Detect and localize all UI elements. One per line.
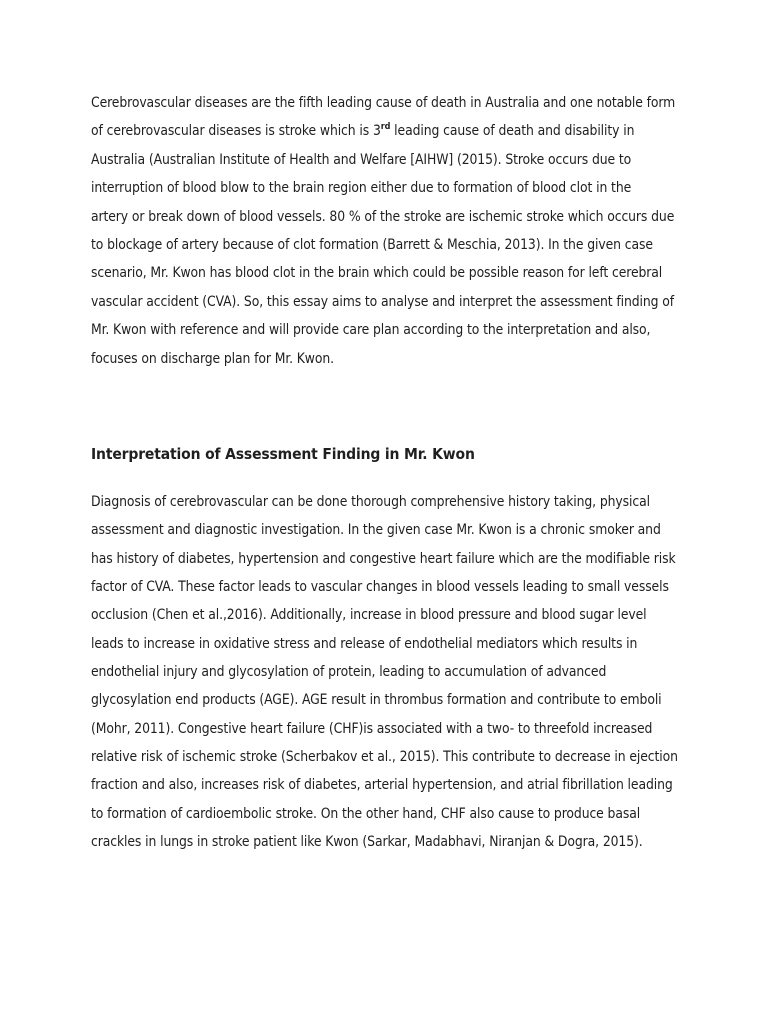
text-line: (Mohr, 2011). Congestive heart failure (CHF)is associated with a two- to threefold increased <box>91 720 653 737</box>
text-line: fraction and also, increases risk of diabetes, arterial hypertension, and atrial fibrillation leading <box>91 777 673 794</box>
text-line: to formation of cardioembolic stroke. On the other hand, CHF also cause to produce basal <box>91 805 641 822</box>
text-line: relative risk of ischemic stroke (Scherbakov et al., 2015). This contribute to decrease in ejection <box>91 749 678 766</box>
text-line: to blockage of artery because of clot formation (Barrett & Meschia, 2013). In the given case <box>91 236 653 253</box>
text-line: endothelial injury and glycosylation of protein, leading to accumulation of advanced <box>91 664 607 681</box>
text-line: vascular accident (CVA). So, this essay aims to analyse and interpret the assessment finding of <box>91 293 675 310</box>
body-paragraph <box>91 488 691 856</box>
intro-paragraph <box>91 89 691 373</box>
section-heading: Interpretation of Assessment Finding in Mr. Kwon <box>91 445 475 463</box>
text-run: leading cause of death and disability in <box>390 123 635 140</box>
text-line: focuses on discharge plan for Mr. Kwon. <box>91 350 334 367</box>
text-line: scenario, Mr. Kwon has blood clot in the brain which could be possible reason for left cerebral <box>91 265 663 282</box>
text-line: Mr. Kwon with reference and will provide care plan according to the interpretation and also, <box>91 322 651 339</box>
text-line: assessment and diagnostic investigation. In the given case Mr. Kwon is a chronic smoker and <box>91 522 661 539</box>
text-line: crackles in lungs in stroke patient like Kwon (Sarkar, Madabhavi, Niranjan & Dogra, 2015). <box>91 834 643 851</box>
text-line: Diagnosis of cerebrovascular can be done thorough comprehensive history taking, physical <box>91 494 650 510</box>
text-line: glycosylation end products (AGE). AGE result in thrombus formation and contribute to emboli <box>91 692 662 709</box>
text-line: Australia (Australian Institute of Health and Welfare [AIHW] (2015). Stroke occurs due to <box>91 151 632 168</box>
text-run: of cerebrovascular diseases is stroke which is 3 <box>91 123 381 140</box>
text-line: has history of diabetes, hypertension and congestive heart failure which are the modifiable risk <box>91 550 676 567</box>
text-line <box>91 117 691 145</box>
text-line: occlusion (Chen et al.,2016). Additionally, increase in blood pressure and blood sugar level <box>91 607 647 624</box>
ordinal-superscript: rd <box>380 121 391 132</box>
text-line: Cerebrovascular diseases are the fifth leading cause of death in Australia and one notable form <box>91 95 676 111</box>
text-line: interruption of blood blow to the brain region either due to formation of blood clot in the <box>91 180 632 197</box>
text-line: artery or break down of blood vessels. 80 % of the stroke are ischemic stroke which occurs due <box>91 208 675 225</box>
text-line: leads to increase in oxidative stress and release of endothelial mediators which results in <box>91 635 638 652</box>
text-line: factor of CVA. These factor leads to vascular changes in blood vessels leading to small vessels <box>91 579 669 596</box>
